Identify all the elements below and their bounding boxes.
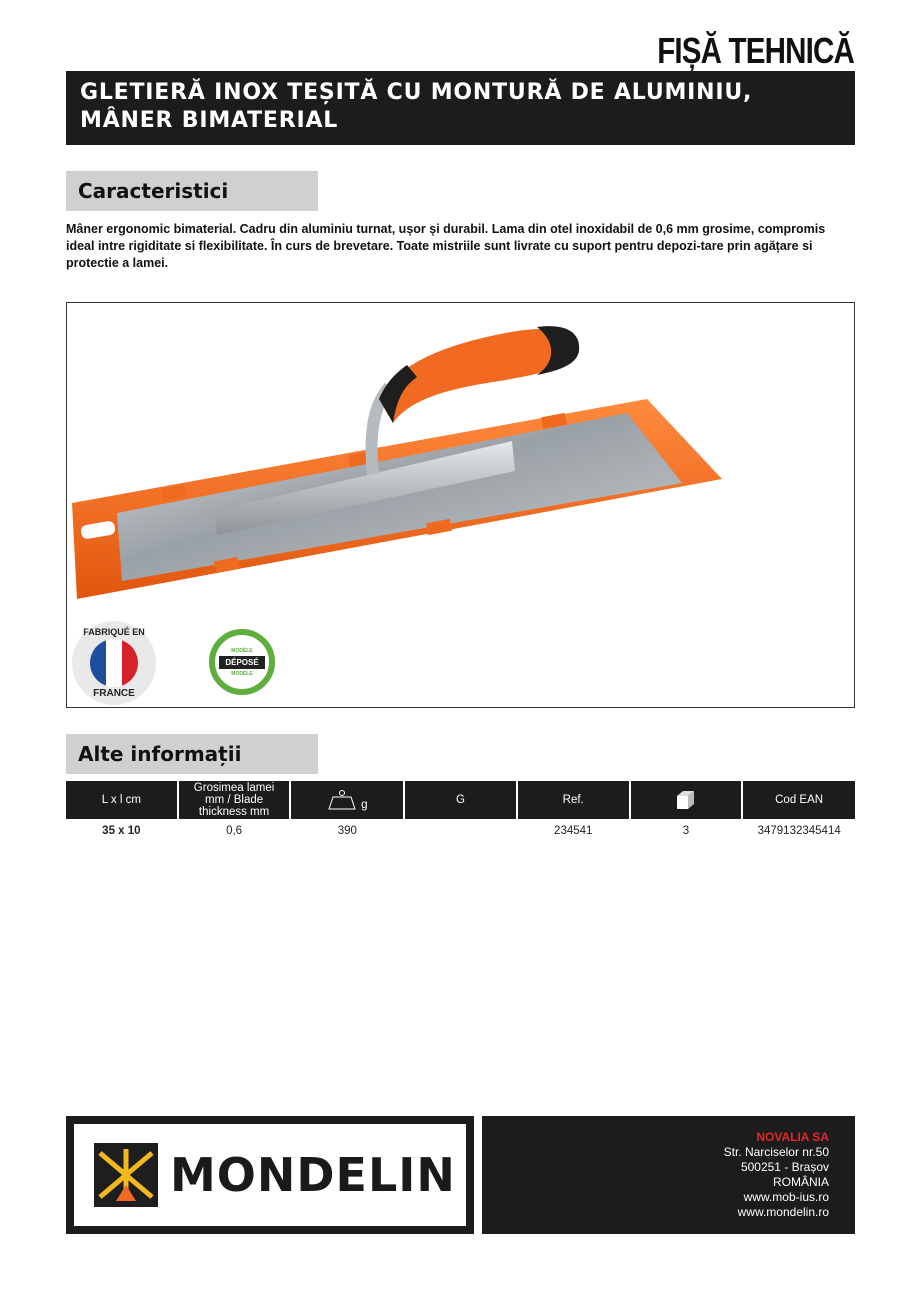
trowel-illustration xyxy=(67,303,855,708)
address-country: ROMÂNIA xyxy=(772,1175,829,1189)
document-type: FIȘĂ TEHNICĂ xyxy=(657,30,854,71)
col-dimensions: L x l cm xyxy=(66,781,177,819)
company-name: NOVALIA SA xyxy=(756,1130,829,1144)
col-weight xyxy=(291,781,403,819)
cell-pack: 3 xyxy=(682,825,690,837)
cell-thickness: 0,6 xyxy=(226,825,243,837)
product-image xyxy=(66,302,855,708)
box-icon xyxy=(674,789,698,811)
title-line-1: GLETIERĂ INOX TEȘITĂ CU MONTURĂ DE ALUMINIU, xyxy=(80,80,753,105)
made-in-france-badge xyxy=(72,621,156,705)
weight-icon xyxy=(327,789,357,811)
characteristics-heading: Caracteristici xyxy=(66,171,318,211)
other-info-heading: Alte informații xyxy=(66,734,318,774)
cell-ean: 3479132345414 xyxy=(757,825,841,837)
depose-top-text: MODÈLE xyxy=(231,647,253,654)
france-flag xyxy=(90,639,138,687)
badge-text-top: FABRIQUÉ EN xyxy=(83,627,145,637)
depose-badge xyxy=(209,629,275,695)
weight-unit: g xyxy=(361,799,368,811)
characteristics-text: Mâner ergonomic bimaterial. Cadru din aluminiu turnat, ușor și durabil. Lama din otel inoxidabil de 0,6 mm grosime, compromis ideal intre rigiditate si flexibilitate. În curs de brevetare. Toate mistriile sunt livrate cu suport pentru depozi-tare prin agățare si protectie a lamei. xyxy=(66,222,826,270)
address-street: Str. Narciselor nr.50 xyxy=(723,1145,829,1159)
cell-dimensions: 35 x 10 xyxy=(102,825,141,837)
brand-mark-icon xyxy=(94,1143,158,1207)
brand-logo xyxy=(66,1116,474,1234)
depose-bottom-text: MODÈLE xyxy=(231,670,253,677)
contact-block xyxy=(482,1116,855,1234)
col-g: G xyxy=(405,781,516,819)
cell-g xyxy=(405,819,516,843)
col-pack xyxy=(631,781,742,819)
depose-label: DÉPOSÉ xyxy=(219,656,264,669)
col-ean: Cod EAN xyxy=(743,781,855,819)
address-city: 500251 - Brașov xyxy=(740,1160,829,1174)
col-blade-thickness: Grosimea lamei mm / Blade thickness mm xyxy=(179,781,290,819)
spec-table xyxy=(66,781,855,843)
badge-text-bottom: FRANCE xyxy=(93,688,135,699)
website-1[interactable]: www.mob-ius.ro xyxy=(743,1190,829,1204)
table-row xyxy=(66,819,855,843)
cell-weight: 390 xyxy=(337,825,357,837)
table-header xyxy=(66,781,855,819)
steel-blade xyxy=(117,413,682,581)
col-ref: Ref. xyxy=(518,781,629,819)
cell-ref: 234541 xyxy=(554,825,593,837)
website-2[interactable]: www.mondelin.ro xyxy=(737,1205,829,1219)
title-bar xyxy=(66,71,855,145)
title-line-2: MÂNER BIMATERIAL xyxy=(80,108,339,133)
brand-name: MONDELIN xyxy=(170,1148,456,1202)
